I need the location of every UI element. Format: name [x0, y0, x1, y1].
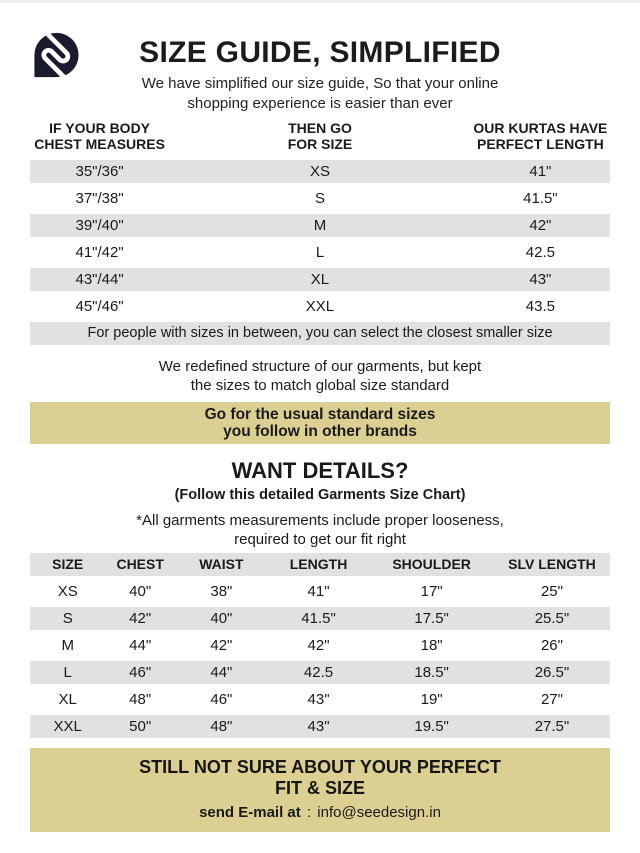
contact-banner [30, 748, 610, 832]
garment-size-table [30, 580, 610, 738]
email-line [30, 804, 610, 821]
between-sizes-note: For people with sizes in between, you can select the closest smaller size [30, 322, 610, 345]
table-cell: 46" [210, 691, 233, 708]
email-separator: : [306, 804, 312, 821]
table-cell: 25.5" [534, 610, 570, 627]
table-cell: XL [58, 691, 77, 708]
table-cell: 48" [210, 718, 233, 735]
email-address[interactable]: info@seedesign.in [317, 804, 441, 821]
note-line: *All garments measurements include proper looseness, [136, 512, 504, 529]
column-header-slv-length: SLV LENGTH [508, 556, 596, 572]
note-line: required to get our fit right [234, 531, 406, 548]
page-subtitle [0, 74, 640, 114]
column-header-line: OUR KURTAS HAVE [473, 120, 608, 136]
table-cell: 17" [420, 583, 443, 600]
table-cell: 26.5" [534, 664, 570, 681]
note-line: the sizes to match global size standard [190, 377, 450, 394]
table-row [30, 661, 610, 684]
column-header-line: FOR SIZE [287, 136, 353, 152]
table-cell: 43" [307, 691, 330, 708]
table-cell: 48" [129, 691, 152, 708]
table-cell: 40" [129, 583, 152, 600]
table-cell: 46" [129, 664, 152, 681]
table-cell: XS [57, 583, 78, 600]
column-header-line: IF YOUR BODY [49, 120, 151, 136]
column-header-perfect-length [471, 120, 610, 152]
table-cell: 40" [210, 610, 233, 627]
table-cell: 44" [210, 664, 233, 681]
column-header-waist: WAIST [199, 556, 244, 572]
simple-size-table [30, 160, 610, 345]
table-row [30, 715, 610, 738]
table-cell: 42.5 [303, 664, 334, 681]
column-header-chest-measures [30, 120, 169, 152]
table-cell: M [61, 637, 74, 654]
table-cell: L [63, 664, 72, 681]
table-cell: 37"/38" [75, 190, 124, 207]
garment-size-table-header [30, 553, 610, 576]
want-details-heading: WANT DETAILS? [231, 458, 409, 483]
column-header-line: PERFECT LENGTH [476, 136, 604, 152]
table-cell: 42" [307, 637, 330, 654]
table-cell: 41.5" [523, 190, 558, 207]
seedesign-logo-icon [33, 31, 80, 79]
table-cell: 39"/40" [75, 217, 124, 234]
table-cell: 27" [540, 691, 563, 708]
table-cell: 43"/44" [75, 271, 124, 288]
table-row [30, 268, 610, 291]
table-cell: S [314, 190, 325, 207]
header [0, 3, 640, 114]
subtitle-line: We have simplified our size guide, So that your online [141, 75, 499, 92]
table-cell: 44" [129, 637, 152, 654]
table-row [30, 580, 610, 603]
column-header-shoulder: SHOULDER [392, 556, 471, 572]
table-row [30, 295, 610, 318]
table-cell: 43" [529, 271, 552, 288]
table-cell: 19.5" [414, 718, 449, 735]
redefined-structure-note [0, 357, 640, 395]
table-cell: 25" [540, 583, 563, 600]
table-cell: L [315, 244, 325, 261]
table-cell: 42.5 [525, 244, 555, 261]
table-cell: 18" [420, 637, 443, 654]
table-cell: 38" [210, 583, 233, 600]
table-cell: XL [310, 271, 330, 288]
table-cell: 43.5 [525, 298, 555, 315]
simple-size-table-header [30, 120, 610, 152]
table-cell: 41"/42" [75, 244, 124, 261]
table-cell: 45"/46" [75, 298, 124, 315]
table-cell: 26" [540, 637, 563, 654]
table-row [30, 607, 610, 630]
column-header-go-for-size [169, 120, 471, 152]
table-row [30, 160, 610, 183]
table-cell: 43" [307, 718, 330, 735]
page-title: SIZE GUIDE, SIMPLIFIED [139, 36, 501, 69]
table-cell: 42" [529, 217, 552, 234]
table-row [30, 214, 610, 237]
table-cell: 27.5" [534, 718, 570, 735]
looseness-note [0, 511, 640, 549]
table-cell: 17.5" [414, 610, 449, 627]
table-cell: 41" [529, 163, 552, 180]
follow-chart-subheading: (Follow this detailed Garments Size Chart) [174, 487, 466, 503]
table-cell: 35"/36" [75, 163, 124, 180]
table-cell: 42" [129, 610, 152, 627]
table-cell: 50" [129, 718, 152, 735]
table-cell: 18.5" [414, 664, 449, 681]
standard-sizes-banner [30, 402, 610, 444]
column-header-line: CHEST MEASURES [34, 136, 165, 152]
table-cell: XXL [305, 298, 335, 315]
table-row [30, 688, 610, 711]
note-line: We redefined structure of our garments, but kept [158, 358, 482, 375]
column-header-line: THEN GO [288, 120, 352, 136]
banner-line: STILL NOT SURE ABOUT YOUR PERFECT [139, 757, 501, 777]
table-row [30, 187, 610, 210]
subtitle-line: shopping experience is easier than ever [187, 95, 453, 112]
table-cell: 19" [420, 691, 443, 708]
email-label: send E-mail at [199, 804, 301, 821]
table-cell: XXL [53, 718, 82, 735]
table-cell: 41" [307, 583, 330, 600]
banner-line: Go for the usual standard sizes [204, 406, 436, 423]
banner-line: FIT & SIZE [275, 778, 365, 798]
table-cell: 41.5" [301, 610, 336, 627]
table-cell: S [62, 610, 73, 627]
table-row [30, 634, 610, 657]
table-cell: M [313, 217, 327, 234]
table-row [30, 241, 610, 264]
table-cell: XS [309, 163, 330, 180]
column-header-size: SIZE [52, 556, 84, 572]
table-cell: 42" [210, 637, 233, 654]
column-header-length: LENGTH [289, 556, 348, 572]
column-header-chest: CHEST [116, 556, 164, 572]
banner-line: you follow in other brands [223, 423, 417, 440]
